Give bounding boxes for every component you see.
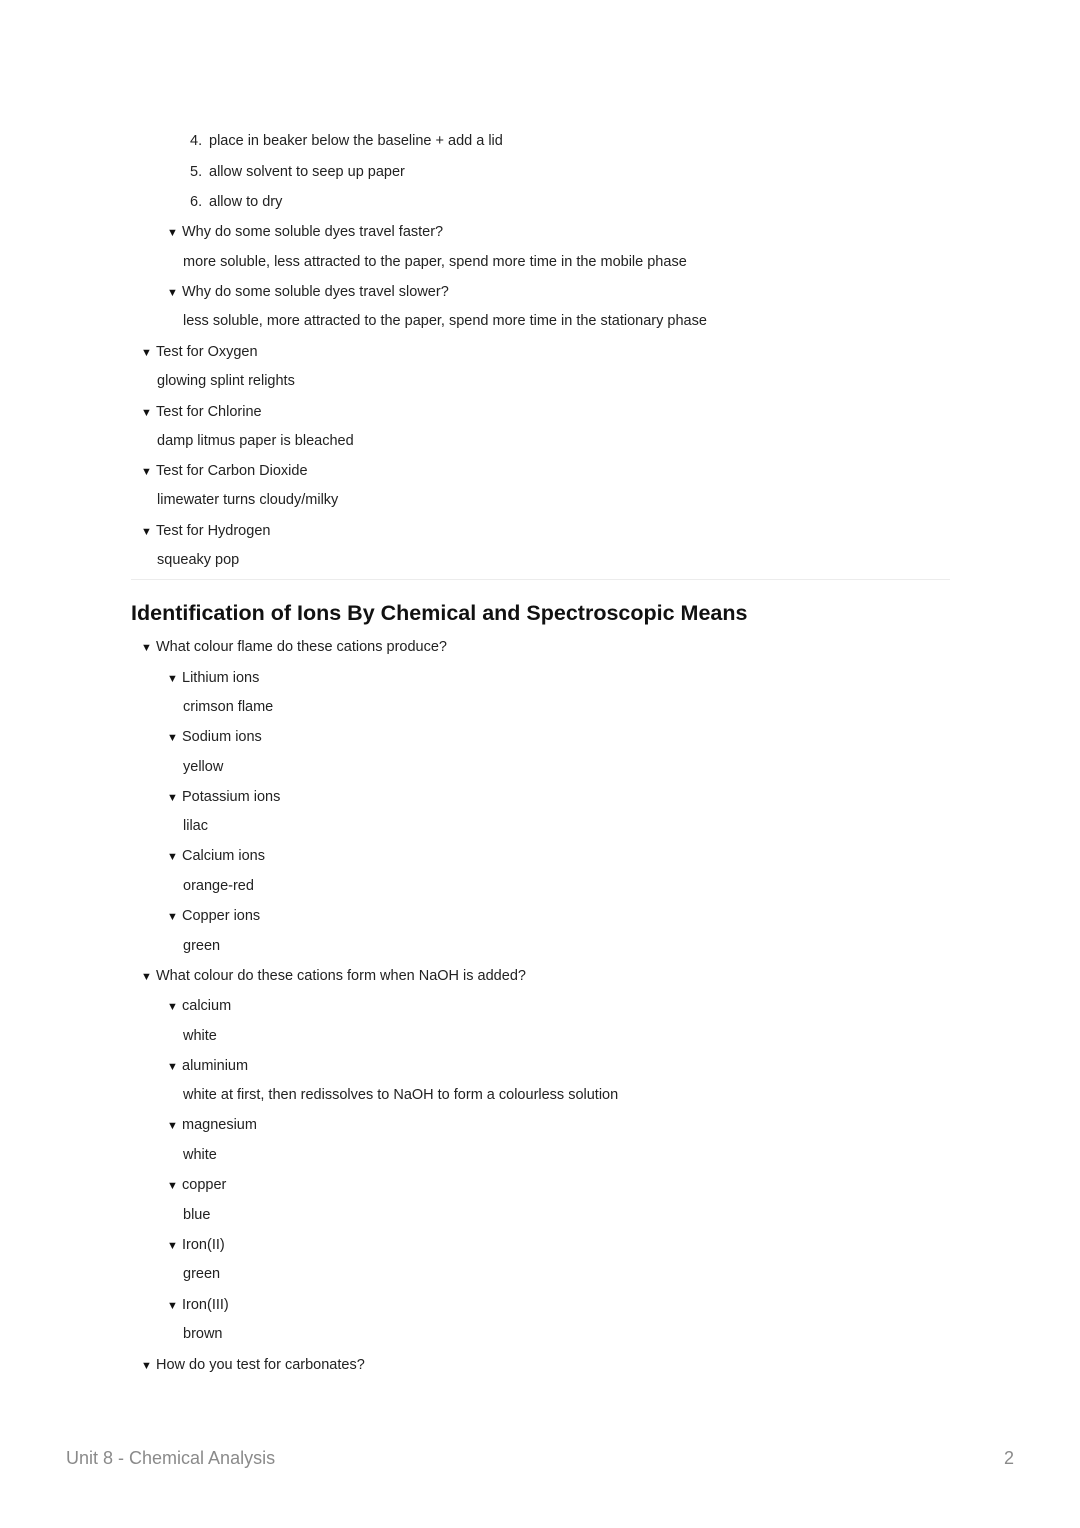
list-item: 4. place in beaker below the baseline + add a lid [190, 133, 503, 149]
toggle-calcium-ions[interactable]: ▼ Calcium ions [167, 846, 265, 867]
toggle-content: white [183, 1147, 217, 1163]
toggle-triangle-icon[interactable]: ▼ [141, 466, 152, 478]
toggle-triangle-icon[interactable]: ▼ [167, 792, 178, 804]
toggle-triangle-icon[interactable]: ▼ [167, 1240, 178, 1252]
toggle-content: glowing splint relights [157, 373, 295, 389]
toggle-sodium-ions[interactable]: ▼ Sodium ions [167, 727, 262, 748]
toggle-triangle-icon[interactable]: ▼ [167, 1061, 178, 1073]
toggle-naoh-colours[interactable]: ▼ What colour do these cations form when NaOH is added? [141, 966, 526, 987]
toggle-content: more soluble, less attracted to the paper, spend more time in the mobile phase [183, 254, 687, 270]
toggle-copper[interactable]: ▼ copper [167, 1175, 226, 1196]
toggle-aluminium[interactable]: ▼ aluminium [167, 1056, 248, 1077]
list-item: 5. allow solvent to seep up paper [190, 164, 405, 180]
toggle-content: limewater turns cloudy/milky [157, 492, 339, 508]
toggle-test-oxygen[interactable]: ▼ Test for Oxygen [141, 342, 258, 363]
toggle-test-hydrogen[interactable]: ▼ Test for Hydrogen [141, 521, 270, 542]
toggle-triangle-icon[interactable]: ▼ [167, 227, 178, 239]
toggle-content: squeaky pop [157, 552, 240, 568]
toggle-triangle-icon[interactable]: ▼ [167, 1180, 178, 1192]
toggle-copper-ions[interactable]: ▼ Copper ions [167, 906, 260, 927]
toggle-iron-iii[interactable]: ▼ Iron(III) [167, 1295, 229, 1316]
toggle-magnesium[interactable]: ▼ magnesium [167, 1115, 257, 1136]
divider [131, 579, 950, 580]
toggle-dyes-slower[interactable]: ▼ Why do some soluble dyes travel slower? [167, 282, 449, 303]
toggle-content: damp litmus paper is bleached [157, 433, 354, 449]
toggle-triangle-icon[interactable]: ▼ [141, 407, 152, 419]
toggle-triangle-icon[interactable]: ▼ [141, 526, 152, 538]
toggle-content: lilac [183, 818, 208, 834]
toggle-triangle-icon[interactable]: ▼ [167, 1120, 178, 1132]
toggle-test-chlorine[interactable]: ▼ Test for Chlorine [141, 402, 262, 423]
toggle-content: less soluble, more attracted to the paper, spend more time in the stationary phase [183, 313, 707, 329]
toggle-triangle-icon[interactable]: ▼ [141, 642, 152, 654]
toggle-triangle-icon[interactable]: ▼ [141, 347, 152, 359]
toggle-content: green [183, 1266, 221, 1282]
toggle-carbonates[interactable]: ▼ How do you test for carbonates? [141, 1355, 365, 1376]
footer-title: Unit 8 - Chemical Analysis [66, 1448, 276, 1468]
toggle-triangle-icon[interactable]: ▼ [141, 971, 152, 983]
toggle-triangle-icon[interactable]: ▼ [141, 1360, 152, 1372]
toggle-dyes-faster[interactable]: ▼ Why do some soluble dyes travel faster? [167, 222, 443, 243]
toggle-triangle-icon[interactable]: ▼ [167, 1001, 178, 1013]
toggle-content: green [183, 938, 221, 954]
page-number: 2 [1004, 1448, 1015, 1468]
toggle-flame-colours[interactable]: ▼ What colour flame do these cations produce? [141, 637, 447, 658]
toggle-content: crimson flame [183, 699, 274, 715]
toggle-calcium[interactable]: ▼ calcium [167, 996, 231, 1017]
toggle-triangle-icon[interactable]: ▼ [167, 911, 178, 923]
toggle-triangle-icon[interactable]: ▼ [167, 732, 178, 744]
toggle-content: white [183, 1028, 217, 1044]
toggle-test-carbon-dioxide[interactable]: ▼ Test for Carbon Dioxide [141, 461, 308, 482]
toggle-triangle-icon[interactable]: ▼ [167, 673, 178, 685]
toggle-triangle-icon[interactable]: ▼ [167, 287, 178, 299]
section-heading: Identification of Ions By Chemical and Spectroscopic Means [131, 601, 748, 625]
toggle-triangle-icon[interactable]: ▼ [167, 1300, 178, 1312]
toggle-content: brown [183, 1326, 223, 1342]
toggle-potassium-ions[interactable]: ▼ Potassium ions [167, 787, 280, 808]
toggle-lithium-ions[interactable]: ▼ Lithium ions [167, 668, 259, 689]
toggle-triangle-icon[interactable]: ▼ [167, 851, 178, 863]
toggle-content: white at first, then redissolves to NaOH to form a colourless solution [183, 1087, 619, 1103]
toggle-iron-ii[interactable]: ▼ Iron(II) [167, 1235, 225, 1256]
toggle-content: blue [183, 1207, 211, 1223]
list-item: 6. allow to dry [190, 194, 283, 210]
toggle-content: orange-red [183, 878, 254, 894]
toggle-content: yellow [183, 759, 224, 775]
